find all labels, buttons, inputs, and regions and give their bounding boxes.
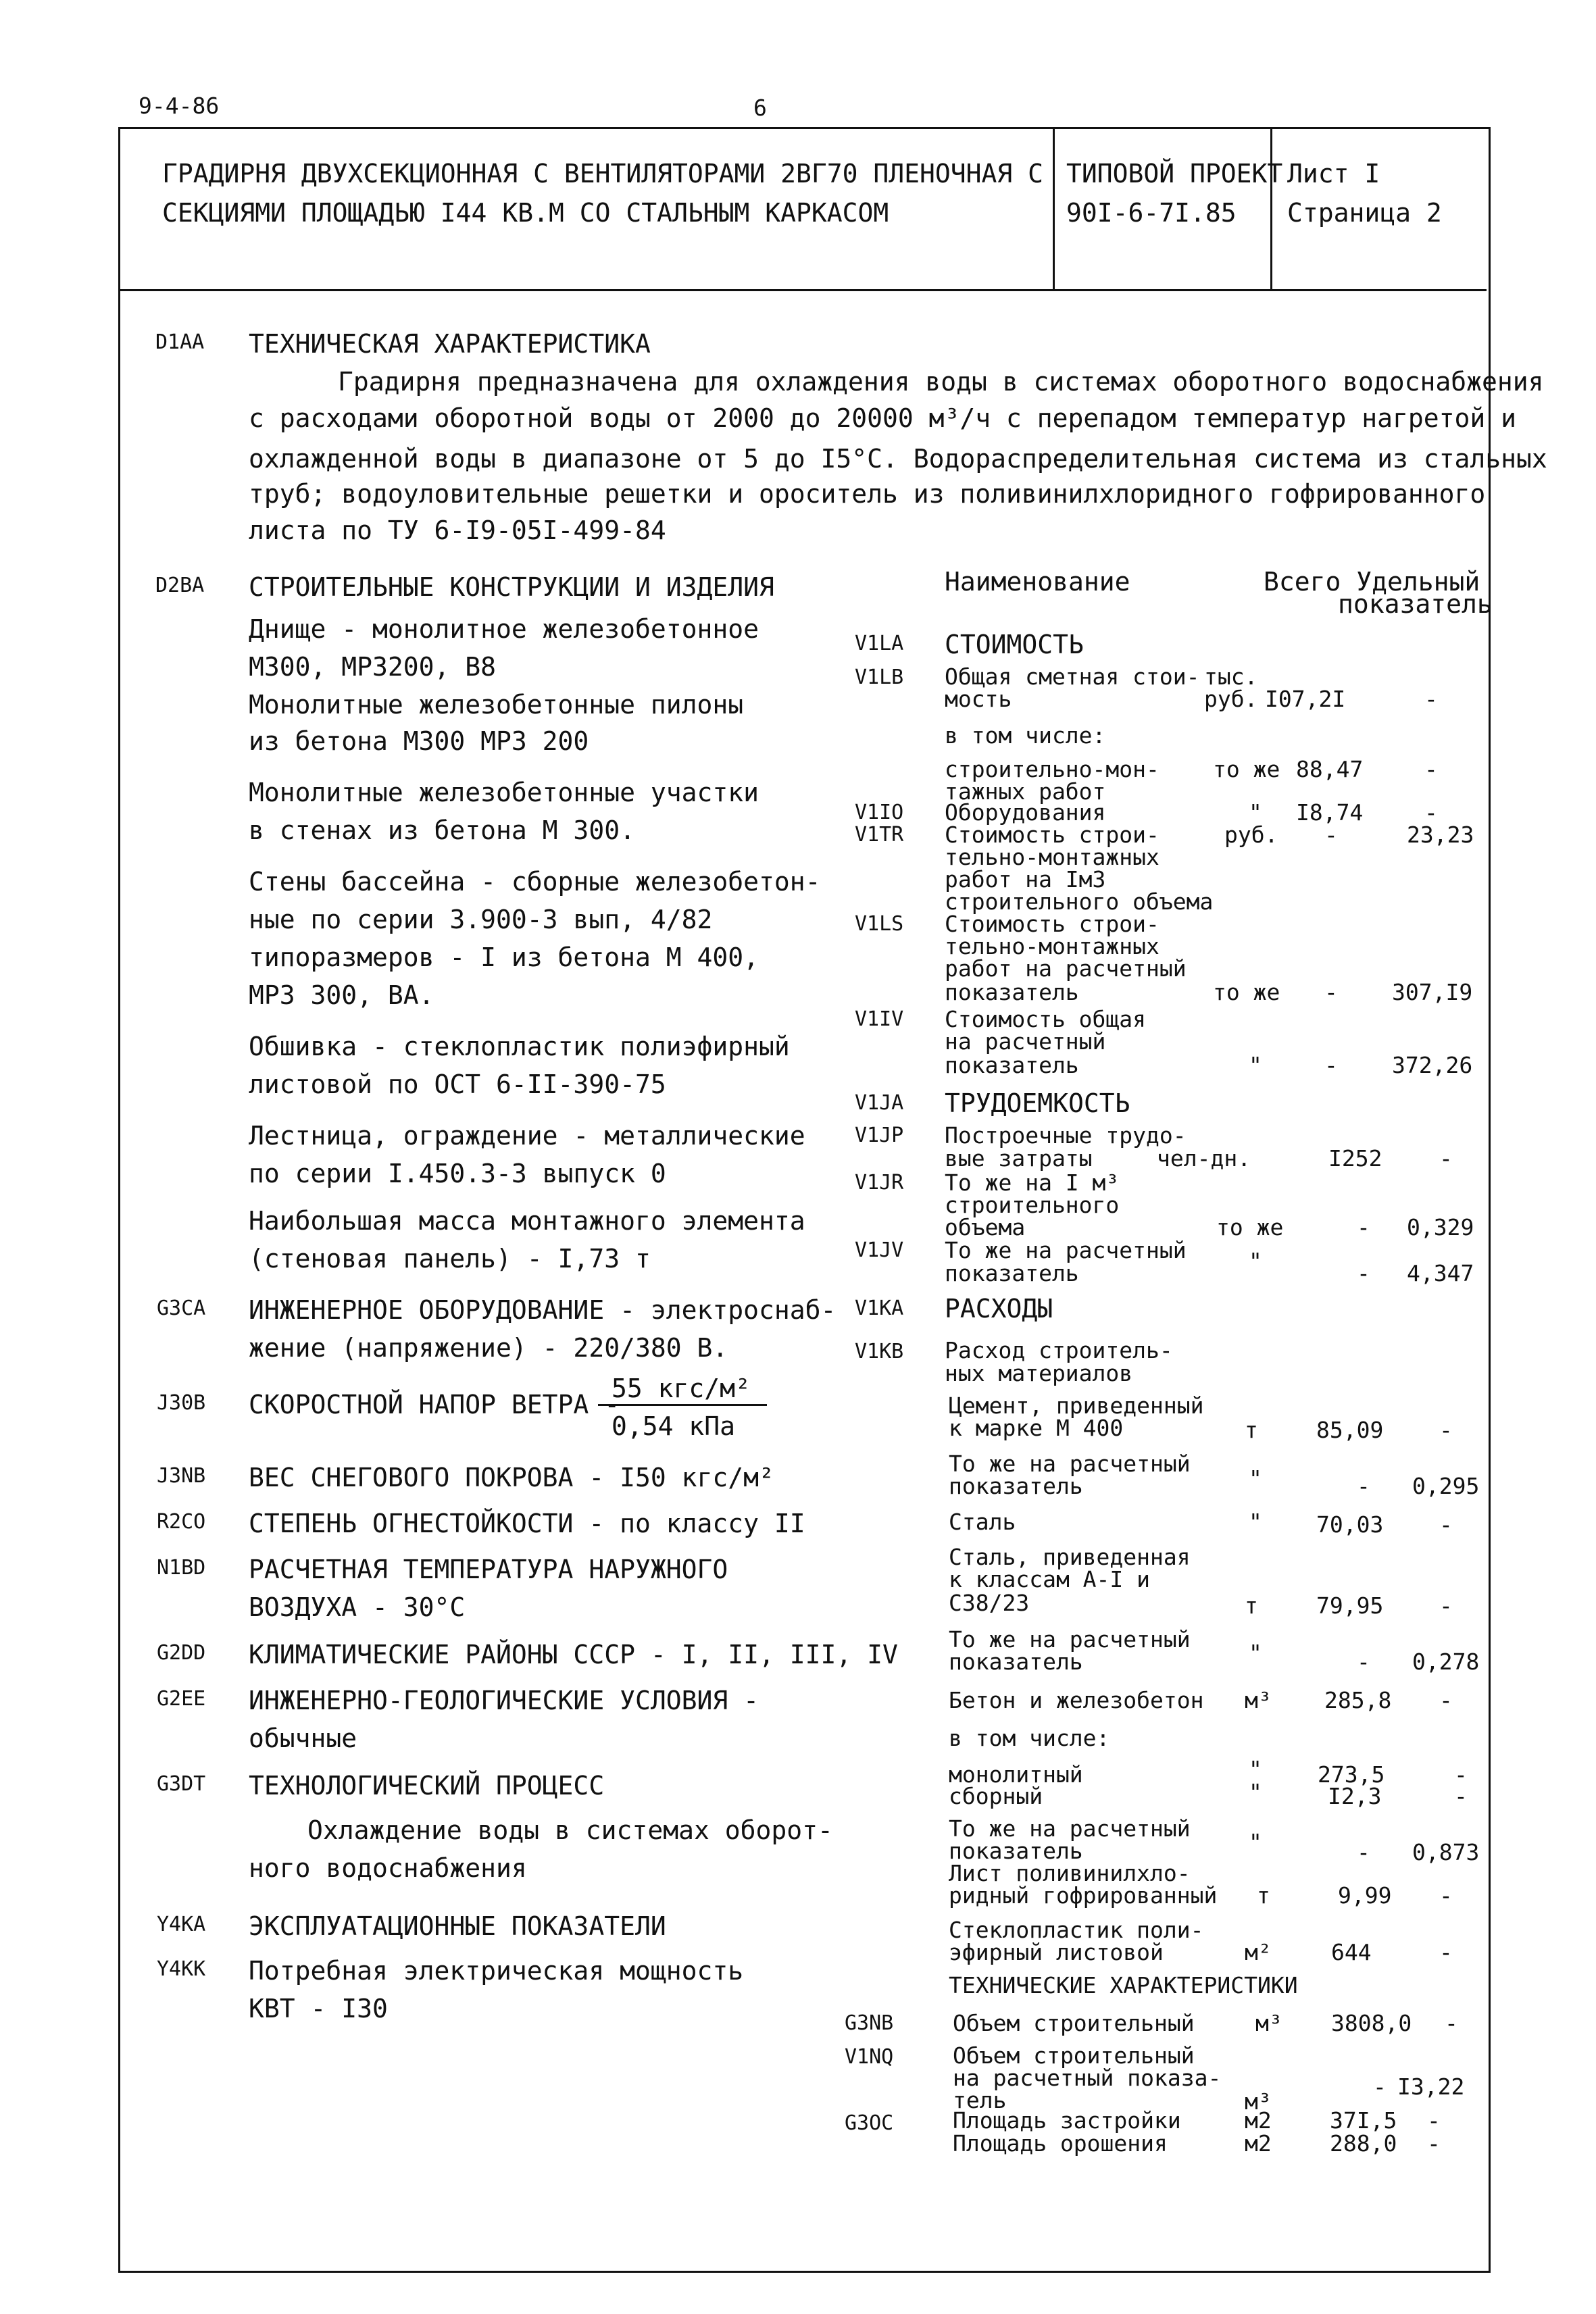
section-title-tech: ТЕХНИЧЕСКАЯ ХАРАКТЕРИСТИКА bbox=[249, 329, 651, 359]
header-title-line1: ГРАДИРНЯ ДВУХСЕКЦИОННАЯ С ВЕНТИЛЯТОРАМИ 2ВГ70 ПЛЕНОЧНАЯ С bbox=[162, 159, 1044, 188]
monolithic-label: монолитный bbox=[949, 1761, 1083, 1788]
structures-line13: Лестница, ограждение - металлические bbox=[249, 1121, 805, 1151]
code-v1la: V1LA bbox=[855, 632, 904, 655]
concrete-specific: - bbox=[1439, 1687, 1453, 1713]
wind-pressure-label: СКОРОСТНОЙ НАПОР ВЕТРА - bbox=[249, 1390, 620, 1419]
prefab-specific: - bbox=[1454, 1783, 1468, 1809]
steel-total: 70,03 bbox=[1316, 1511, 1384, 1538]
equipment-label: Оборудования bbox=[945, 799, 1106, 826]
code-v1jr: V1JR bbox=[855, 1171, 904, 1194]
cement-total: 85,09 bbox=[1316, 1417, 1384, 1443]
smr-unit-cost-line4: строительного объема bbox=[945, 888, 1214, 915]
tech-text-line3: охлажденной воды в диапазоне от 5 до I5°С. Водораспределительная система из стальных bbox=[249, 444, 1547, 474]
col-header-total: Всего Удельный bbox=[1264, 567, 1480, 597]
header-col-divider-2 bbox=[1270, 127, 1272, 289]
building-volume-total: 3808,0 bbox=[1331, 2010, 1412, 2036]
structures-line10: МРЗ 300, ВА. bbox=[249, 980, 434, 1010]
header-divider bbox=[118, 289, 1487, 291]
cement-design-line1: То же на расчетный bbox=[949, 1451, 1191, 1477]
materials-line1: Расход строитель- bbox=[945, 1337, 1173, 1363]
equipment-unit: " bbox=[1249, 799, 1262, 826]
sheet-label: Лист I bbox=[1287, 159, 1380, 188]
prefab-unit: " bbox=[1249, 1779, 1262, 1805]
section-code-r2co: R2CO bbox=[157, 1510, 206, 1534]
pvc-sheet-specific: - bbox=[1439, 1882, 1453, 1909]
steel-unit: " bbox=[1249, 1509, 1262, 1535]
tech-text-line5: листа по ТУ 6-I9-05I-499-84 bbox=[249, 515, 666, 545]
structures-line12: листовой по ОСТ 6-II-390-75 bbox=[249, 1070, 666, 1099]
steel-design-specific: 0,278 bbox=[1412, 1649, 1480, 1675]
steel-reduced-unit: т bbox=[1245, 1592, 1258, 1619]
concrete-design-line1: То же на расчетный bbox=[949, 1815, 1191, 1842]
total-design-line2: на расчетный bbox=[945, 1028, 1106, 1055]
section-code-j3nb: J3NB bbox=[157, 1464, 206, 1488]
fiberglass-line2: эфирный листовой bbox=[949, 1939, 1164, 1965]
fiberglass-line1: Стеклопластик поли- bbox=[949, 1917, 1204, 1943]
section-code-g2ee: G2EE bbox=[157, 1687, 206, 1711]
structures-line9: типоразмеров - I из бетона М 400, bbox=[249, 942, 759, 972]
monolithic-specific: - bbox=[1454, 1761, 1468, 1788]
smr-design-total: - bbox=[1324, 979, 1338, 1005]
smr-design-unit: то же bbox=[1213, 979, 1280, 1005]
labor-vol-line2: строительного bbox=[945, 1192, 1120, 1218]
cost-title: СТОИМОСТЬ bbox=[945, 630, 1084, 659]
pvc-sheet-total: 9,99 bbox=[1338, 1882, 1392, 1909]
process-line1: Охлаждение воды в системах оборот- bbox=[307, 1815, 833, 1845]
steel-specific: - bbox=[1439, 1511, 1453, 1538]
geology-line2: обычные bbox=[249, 1724, 357, 1753]
engineering-line1: ИНЖЕНЕРНОЕ ОБОРУДОВАНИЕ - электроснаб- bbox=[249, 1295, 837, 1325]
smr-line2: тажных работ bbox=[945, 778, 1106, 805]
steel-reduced-specific: - bbox=[1439, 1592, 1453, 1619]
concrete-design-specific: 0,873 bbox=[1412, 1839, 1480, 1865]
steel-design-unit: " bbox=[1249, 1640, 1262, 1666]
total-cost-value: I07,2I bbox=[1265, 686, 1346, 712]
code-v1jv: V1JV bbox=[855, 1238, 904, 1262]
page-label: Страница 2 bbox=[1287, 198, 1442, 228]
labor-vol-specific: 0,329 bbox=[1407, 1214, 1474, 1240]
tech-text-line2: с расходами оборотной воды от 2000 до 20000 м³/ч с перепадом температур нагретой и bbox=[249, 403, 1516, 433]
labor-design-specific: 4,347 bbox=[1407, 1260, 1474, 1286]
concrete-label: Бетон и железобетон bbox=[949, 1687, 1204, 1713]
concrete-design-unit: " bbox=[1249, 1829, 1262, 1855]
col-header-specific: показатель bbox=[1338, 589, 1493, 619]
process-title: ТЕХНОЛОГИЧЕСКИЙ ПРОЦЕСС bbox=[249, 1771, 605, 1801]
including-label: в том числе: bbox=[945, 722, 1106, 749]
total-design-line1: Стоимость общая bbox=[945, 1006, 1147, 1032]
snow-load: ВЕС СНЕГОВОГО ПОКРОВА - I50 кгс/м² bbox=[249, 1463, 774, 1492]
monolithic-total: 273,5 bbox=[1318, 1761, 1385, 1788]
cement-design-total: - bbox=[1357, 1473, 1370, 1499]
cement-specific: - bbox=[1439, 1417, 1453, 1443]
wind-pressure-denominator: 0,54 кПа bbox=[612, 1411, 736, 1441]
volume-design-line1: Объем строительный bbox=[953, 2042, 1195, 2069]
smr-design-specific: 307,I9 bbox=[1392, 979, 1473, 1005]
structures-line11: Обшивка - стеклопластик полиэфирный bbox=[249, 1032, 790, 1061]
steel-design-total: - bbox=[1357, 1649, 1370, 1675]
pvc-sheet-line2: ридный гофрированный bbox=[949, 1882, 1218, 1909]
steel-design-line2: показатель bbox=[949, 1649, 1083, 1675]
labor-specific: - bbox=[1439, 1145, 1453, 1172]
section-code-g3dt: G3DT bbox=[157, 1772, 206, 1796]
section-code-g3ca: G3CA bbox=[157, 1297, 206, 1320]
total-design-line3: показатель bbox=[945, 1052, 1079, 1078]
total-cost-line2: мость bbox=[945, 686, 1012, 712]
concrete-unit: м³ bbox=[1245, 1687, 1272, 1713]
code-v1nq: V1NQ bbox=[845, 2045, 894, 2069]
smr-unit-cost-line3: работ на Iм3 bbox=[945, 866, 1106, 892]
smr-unit-cost-line2: тельно-монтажных bbox=[945, 844, 1159, 870]
code-v1jp: V1JP bbox=[855, 1124, 904, 1147]
section-code-g2dd: G2DD bbox=[157, 1641, 206, 1665]
smr-design-line1: Стоимость строи- bbox=[945, 911, 1159, 937]
fraction-bar bbox=[598, 1404, 767, 1406]
volume-design-line3: тель bbox=[953, 2087, 1007, 2113]
power-line1: Потребная электрическая мощность bbox=[249, 1956, 744, 1986]
structures-line3: Монолитные железобетонные пилоны bbox=[249, 690, 744, 720]
built-area-label: Площадь застройки bbox=[953, 2107, 1181, 2134]
code-v1iv: V1IV bbox=[855, 1007, 904, 1031]
irrigation-area-unit: м2 bbox=[1245, 2130, 1272, 2157]
total-cost-unit2: руб. bbox=[1204, 686, 1258, 712]
labor-vol-line1: То же на I м³ bbox=[945, 1169, 1120, 1196]
section-title-structures: СТРОИТЕЛЬНЫЕ КОНСТРУКЦИИ И ИЗДЕЛИЯ bbox=[249, 572, 774, 602]
irrigation-area-label: Площадь орошения bbox=[953, 2130, 1168, 2157]
structures-line2: М300, МРЗ200, В8 bbox=[249, 652, 497, 682]
volume-design-line2: на расчетный показа- bbox=[953, 2065, 1222, 2091]
code-g30c: G3OC bbox=[845, 2111, 894, 2135]
smr-design-line2: тельно-монтажных bbox=[945, 933, 1159, 959]
labor-vol-total: - bbox=[1357, 1214, 1370, 1240]
tech-text-line4: труб; водоуловительные решетки и ороситель из поливинилхлоридного гофрированного bbox=[249, 479, 1486, 509]
labor-design-unit: " bbox=[1249, 1248, 1262, 1274]
cement-line1: Цемент, приведенный bbox=[949, 1392, 1204, 1419]
smr-line1: строительно-мон- bbox=[945, 756, 1159, 782]
labor-line1: Построечные трудо- bbox=[945, 1122, 1187, 1149]
wind-pressure-numerator: 55 кгс/м² bbox=[612, 1374, 751, 1403]
section-code-y4ka: Y4KA bbox=[157, 1913, 206, 1936]
total-cost-unit1: тыс. bbox=[1204, 663, 1258, 690]
total-design-unit: " bbox=[1249, 1052, 1262, 1078]
steel-design-line1: То же на расчетный bbox=[949, 1626, 1191, 1653]
geology-line1: ИНЖЕНЕРНО-ГЕОЛОГИЧЕСКИЕ УСЛОВИЯ - bbox=[249, 1686, 759, 1715]
fiberglass-total: 644 bbox=[1331, 1939, 1372, 1965]
structures-line6: в стенах из бетона М 300. bbox=[249, 815, 635, 845]
concrete-design-line2: показатель bbox=[949, 1838, 1083, 1864]
built-area-total: 37I,5 bbox=[1330, 2107, 1397, 2134]
project-number: 90I-6-7I.85 bbox=[1066, 198, 1237, 228]
tech-characteristics-title: ТЕХНИЧЕСКИЕ ХАРАКТЕРИСТИКИ bbox=[949, 1972, 1298, 1998]
steel-reduced-line1: Сталь, приведенная bbox=[949, 1544, 1191, 1570]
project-label: ТИПОВОЙ ПРОЕКТ bbox=[1066, 159, 1283, 188]
labor-unit: чел-дн. bbox=[1157, 1145, 1251, 1172]
irrigation-area-specific: - bbox=[1427, 2130, 1441, 2157]
structures-line14: по серии I.450.3-3 выпуск 0 bbox=[249, 1159, 666, 1188]
structures-line8: ные по серии 3.900-3 вып, 4/82 bbox=[249, 905, 713, 934]
code-v1io: V1IO bbox=[855, 801, 904, 824]
total-design-total: - bbox=[1324, 1052, 1338, 1078]
code-v1tr: V1TR bbox=[855, 823, 904, 847]
pvc-sheet-unit: т bbox=[1257, 1882, 1270, 1909]
design-temperature-line1: РАСЧЕТНАЯ ТЕМПЕРАТУРА НАРУЖНОГО bbox=[249, 1555, 728, 1584]
smr-value: 88,47 bbox=[1296, 756, 1364, 782]
total-design-specific: 372,26 bbox=[1392, 1052, 1473, 1078]
cement-design-line2: показатель bbox=[949, 1473, 1083, 1499]
fiberglass-unit: м² bbox=[1245, 1939, 1272, 1965]
consumption-title: РАСХОДЫ bbox=[945, 1294, 1053, 1324]
total-cost-line1: Общая сметная стои- bbox=[945, 663, 1200, 690]
building-volume-label: Объем строительный bbox=[953, 2010, 1195, 2036]
total-cost-specific: - bbox=[1424, 686, 1438, 712]
code-v1kb: V1KB bbox=[855, 1340, 904, 1363]
smr-unit-cost-line1: Стоимость строи- bbox=[945, 822, 1159, 848]
section-code-n1bd: N1BD bbox=[157, 1556, 206, 1580]
structures-line4: из бетона М300 МРЗ 200 bbox=[249, 726, 589, 756]
smr-unit-cost-unit: руб. bbox=[1224, 822, 1278, 848]
materials-line2: ных материалов bbox=[945, 1360, 1133, 1386]
code-g3nb: G3NB bbox=[845, 2011, 894, 2035]
engineering-line2: жение (напряжение) - 220/380 В. bbox=[249, 1333, 728, 1363]
smr-design-line4: показатель bbox=[945, 979, 1079, 1005]
process-line2: ного водоснабжения bbox=[249, 1853, 527, 1883]
pvc-sheet-line1: Лист поливинилхло- bbox=[949, 1860, 1191, 1886]
volume-design-unit: м³ bbox=[1245, 2088, 1272, 2115]
volume-design-total: - bbox=[1373, 2073, 1387, 2100]
document-code: 9-4-86 bbox=[139, 93, 220, 119]
labor-total: I252 bbox=[1328, 1145, 1382, 1172]
labor-design-total: - bbox=[1357, 1260, 1370, 1286]
building-volume-specific: - bbox=[1445, 2010, 1458, 2036]
built-area-unit: м2 bbox=[1245, 2107, 1272, 2134]
code-v1ls: V1LS bbox=[855, 912, 904, 936]
operational-title: ЭКСПЛУАТАЦИОННЫЕ ПОКАЗАТЕЛИ bbox=[249, 1911, 666, 1941]
smr-unit-cost-specific: 23,23 bbox=[1407, 822, 1474, 848]
monolithic-unit: " bbox=[1249, 1756, 1262, 1782]
header-col-divider-1 bbox=[1053, 127, 1055, 289]
cement-unit: т bbox=[1245, 1417, 1258, 1443]
building-volume-unit: м³ bbox=[1255, 2010, 1282, 2036]
section-code-j30b: J30B bbox=[157, 1391, 206, 1415]
cement-line2: к марке М 400 bbox=[949, 1415, 1124, 1441]
design-temperature-line2: ВОЗДУХА - 30°С bbox=[249, 1592, 466, 1622]
structures-line5: Монолитные железобетонные участки bbox=[249, 778, 759, 807]
power-line2: КВТ - I30 bbox=[249, 1994, 388, 2023]
climate-regions: КЛИМАТИЧЕСКИЕ РАЙОНЫ СССР - I, II, III, IV bbox=[249, 1640, 898, 1669]
smr-unit-cost-total: - bbox=[1324, 822, 1338, 848]
header-title-line2: СЕКЦИЯМИ ПЛОЩАДЬЮ I44 КВ.М СО СТАЛЬНЫМ КАРКАСОМ bbox=[162, 198, 889, 228]
including-label-2: в том числе: bbox=[949, 1725, 1110, 1751]
labor-line2: вые затраты bbox=[945, 1145, 1093, 1172]
smr-design-line3: работ на расчетный bbox=[945, 955, 1187, 982]
equipment-value: I8,74 bbox=[1296, 799, 1364, 826]
structures-line16: (стеновая панель) - I,73 т bbox=[249, 1244, 651, 1274]
smr-unit: то же bbox=[1213, 756, 1280, 782]
prefab-label: сборный bbox=[949, 1783, 1043, 1809]
section-code-d2ba: D2BA bbox=[155, 574, 205, 597]
tech-text-line1: Градирня предназначена для охлаждения воды в системах оборотного водоснабжения bbox=[338, 367, 1544, 397]
steel-label: Сталь bbox=[949, 1509, 1016, 1535]
concrete-design-total: - bbox=[1357, 1839, 1370, 1865]
smr-specific: - bbox=[1424, 756, 1438, 782]
labor-vol-line3: объема bbox=[945, 1214, 1026, 1240]
concrete-total: 285,8 bbox=[1324, 1687, 1392, 1713]
cement-design-unit: " bbox=[1249, 1465, 1262, 1492]
fire-resistance: СТЕПЕНЬ ОГНЕСТОЙКОСТИ - по классу II bbox=[249, 1509, 805, 1538]
fiberglass-specific: - bbox=[1439, 1939, 1453, 1965]
steel-reduced-line2: к классам А-I и bbox=[949, 1566, 1151, 1592]
structures-line1: Днище - монолитное железобетонное bbox=[249, 614, 759, 644]
volume-design-specific: I3,22 bbox=[1397, 2073, 1465, 2100]
structures-line7: Стены бассейна - сборные железобетон- bbox=[249, 867, 821, 897]
code-v1ja: V1JA bbox=[855, 1091, 904, 1115]
labor-title: ТРУДОЕМКОСТЬ bbox=[945, 1088, 1130, 1118]
col-header-name: Наименование bbox=[945, 567, 1130, 597]
cement-design-specific: 0,295 bbox=[1412, 1473, 1480, 1499]
labor-vol-unit: то же bbox=[1216, 1214, 1284, 1240]
equipment-specific: - bbox=[1424, 799, 1438, 826]
labor-design-line2: показатель bbox=[945, 1260, 1079, 1286]
section-code-d1aa: D1AA bbox=[155, 330, 205, 354]
prefab-total: I2,3 bbox=[1328, 1783, 1382, 1809]
steel-reduced-line3: С38/23 bbox=[949, 1590, 1030, 1616]
irrigation-area-total: 288,0 bbox=[1330, 2130, 1397, 2157]
code-v1ka: V1KA bbox=[855, 1297, 904, 1320]
labor-design-line1: То же на расчетный bbox=[945, 1237, 1187, 1263]
section-code-y4kk: Y4KK bbox=[157, 1957, 206, 1981]
code-v1lb: V1LB bbox=[855, 665, 904, 689]
page-number: 6 bbox=[753, 95, 767, 121]
structures-line15: Наибольшая масса монтажного элемента bbox=[249, 1206, 805, 1236]
steel-reduced-total: 79,95 bbox=[1316, 1592, 1384, 1619]
built-area-specific: - bbox=[1427, 2107, 1441, 2134]
